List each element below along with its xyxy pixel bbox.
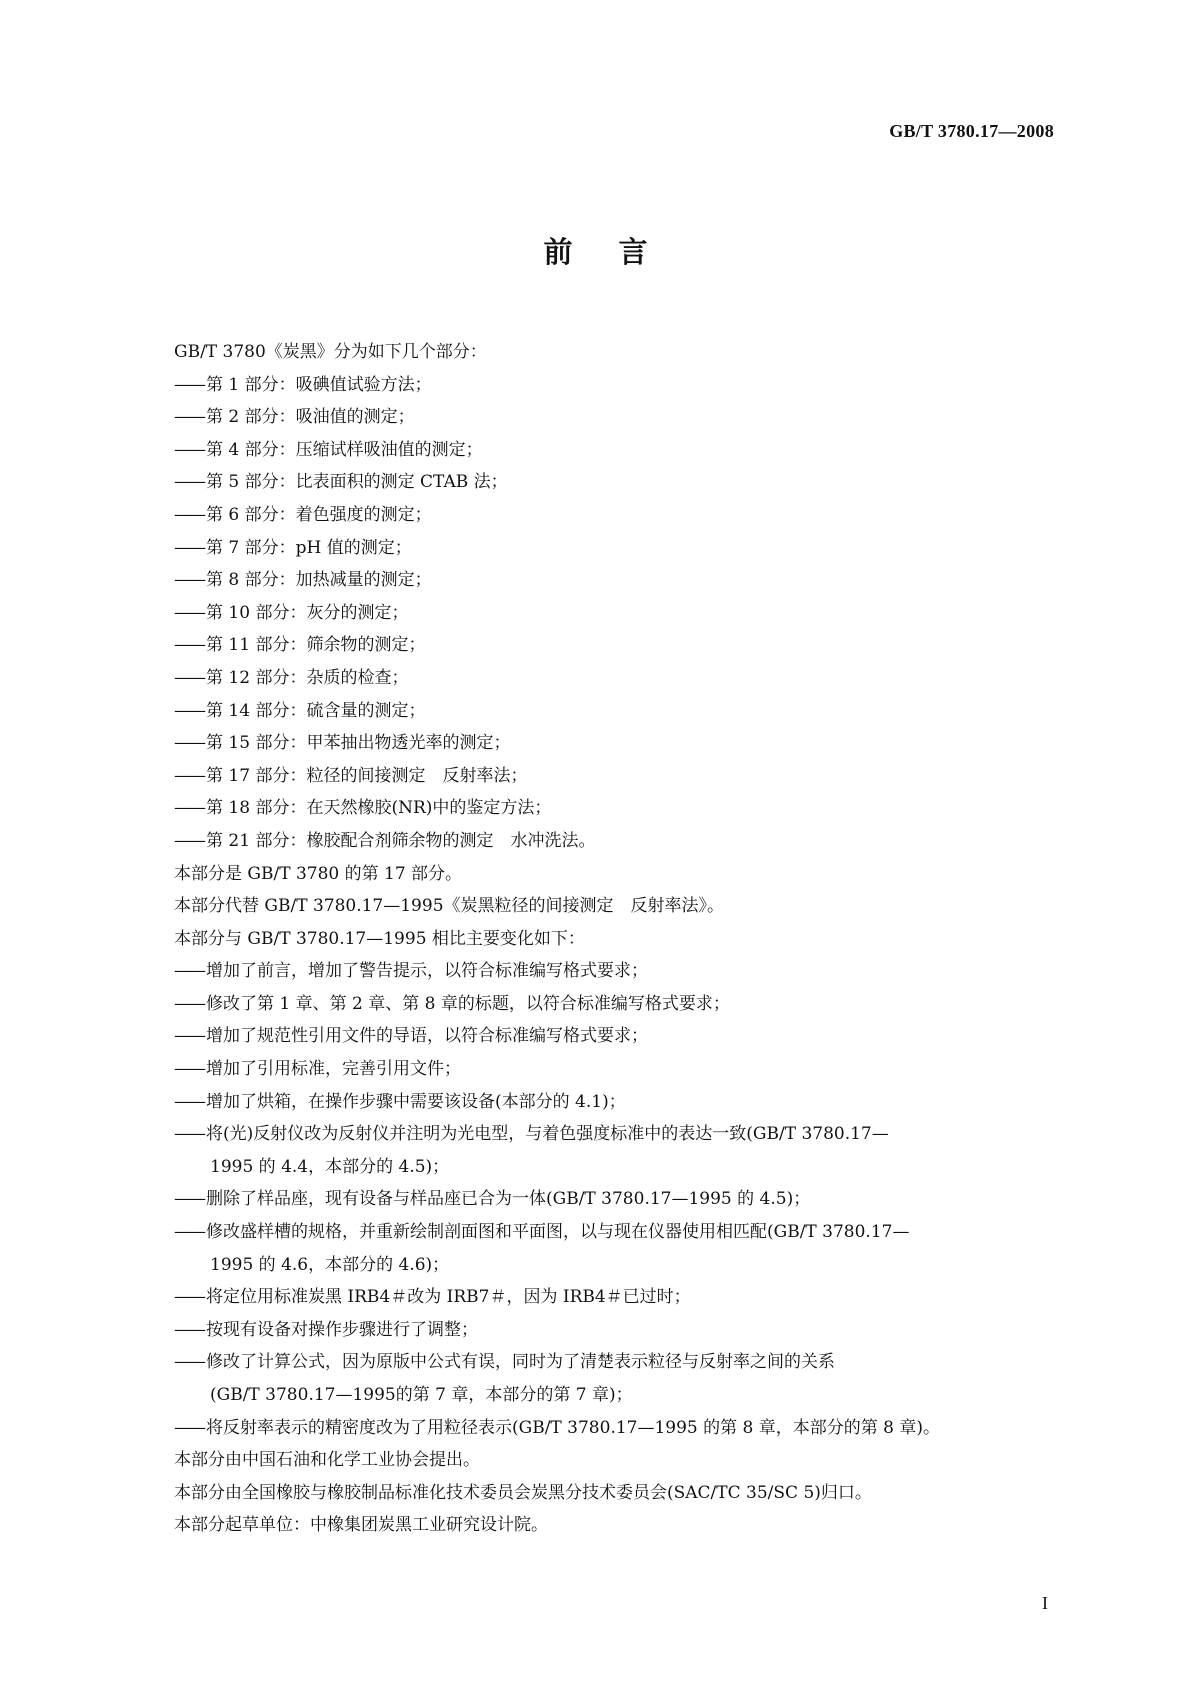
list-item-continuation: (GB/T 3780.17—1995的第 7 章，本部分的第 7 章)；: [210, 1385, 633, 1405]
list-item: —— 第 4 部分：压缩试样吸油值的测定；: [174, 434, 1054, 467]
paragraph: 本部分代替 GB/T 3780.17—1995《炭黑粒径的间接测定 反射率法》。: [174, 896, 725, 917]
list-item: —— 第 21 部分：橡胶配合剂筛余物的测定 水冲洗法。: [174, 825, 1054, 858]
list-item: —— 增加了规范性引用文件的导语，以符合标准编写格式要求；: [174, 1020, 1054, 1053]
paragraph: 本部分与 GB/T 3780.17—1995 相比主要变化如下：: [174, 928, 585, 949]
document-body: [174, 336, 1054, 1542]
list-item: —— 第 1 部分：吸碘值试验方法；: [174, 369, 1054, 402]
list-item: —— 将反射率表示的精密度改为了用粒径表示(GB/T 3780.17—1995 的第 8 章，本部分的第 8 章)。: [174, 1412, 1054, 1445]
list-item: —— 第 14 部分：硫含量的测定；: [174, 695, 1054, 728]
list-item: —— 第 5 部分：比表面积的测定 CTAB 法；: [174, 466, 1054, 499]
list-item: —— 修改盛样槽的规格，并重新绘制剖面图和平面图，以与现在仪器使用相匹配(GB/T 3780.17—: [174, 1216, 1054, 1249]
list-item-continuation: 1995 的 4.4，本部分的 4.5)；: [210, 1156, 450, 1177]
list-item: —— 增加了前言，增加了警告提示，以符合标准编写格式要求；: [174, 955, 1054, 988]
list-item: —— 第 12 部分：杂质的检查；: [174, 662, 1054, 695]
paragraph: 本部分是 GB/T 3780 的第 17 部分。: [174, 863, 463, 884]
list-item: —— 第 8 部分：加热减量的测定；: [174, 564, 1054, 597]
list-item-continuation: 1995 的 4.6，本部分的 4.6)；: [210, 1254, 450, 1275]
list-item: —— 增加了引用标准，完善引用文件；: [174, 1053, 1054, 1086]
paragraph: 本部分由全国橡胶与橡胶制品标准化技术委员会炭黑分技术委员会(SAC/TC 35/SC 5)归口。: [174, 1482, 872, 1503]
list-item: —— 删除了样品座，现有设备与样品座已合为一体(GB/T 3780.17—1995 的 4.5)；: [174, 1183, 1054, 1216]
page-title: 前言: [543, 235, 694, 269]
paragraph: GB/T 3780《炭黑》分为如下几个部分：: [174, 342, 487, 362]
standard-code: GB/T 3780.17—2008: [889, 121, 1054, 141]
list-item: —— 第 10 部分：灰分的测定；: [174, 597, 1054, 630]
list-item: —— 增加了烘箱，在操作步骤中需要该设备(本部分的 4.1)；: [174, 1086, 1054, 1119]
list-item: —— 第 17 部分：粒径的间接测定 反射率法；: [174, 760, 1054, 793]
list-item: —— 第 6 部分：着色强度的测定；: [174, 499, 1054, 532]
list-item: —— 将(光)反射仪改为反射仪并注明为光电型，与着色强度标准中的表达一致(GB/T 3780.17—: [174, 1118, 1054, 1151]
list-item: —— 第 7 部分：pH 值的测定；: [174, 532, 1054, 565]
list-item: —— 将定位用标准炭黑 IRB4＃改为 IRB7＃，因为 IRB4＃已过时；: [174, 1281, 1054, 1314]
paragraph: 本部分起草单位：中橡集团炭黑工业研究设计院。: [174, 1515, 548, 1536]
page-number: I: [1042, 1593, 1048, 1613]
list-item: —— 修改了第 1 章、第 2 章、第 8 章的标题，以符合标准编写格式要求；: [174, 988, 1054, 1021]
list-item: —— 第 11 部分：筛余物的测定；: [174, 629, 1054, 662]
list-item: —— 修改了计算公式，因为原版中公式有误，同时为了清楚表示粒径与反射率之间的关系: [174, 1346, 1054, 1379]
list-item: —— 第 2 部分：吸油值的测定；: [174, 401, 1054, 434]
list-item: —— 第 15 部分：甲苯抽出物透光率的测定；: [174, 727, 1054, 760]
list-item: —— 按现有设备对操作步骤进行了调整；: [174, 1314, 1054, 1347]
list-item: —— 第 18 部分：在天然橡胶(NR)中的鉴定方法；: [174, 792, 1054, 825]
paragraph: 本部分由中国石油和化学工业协会提出。: [174, 1450, 480, 1471]
